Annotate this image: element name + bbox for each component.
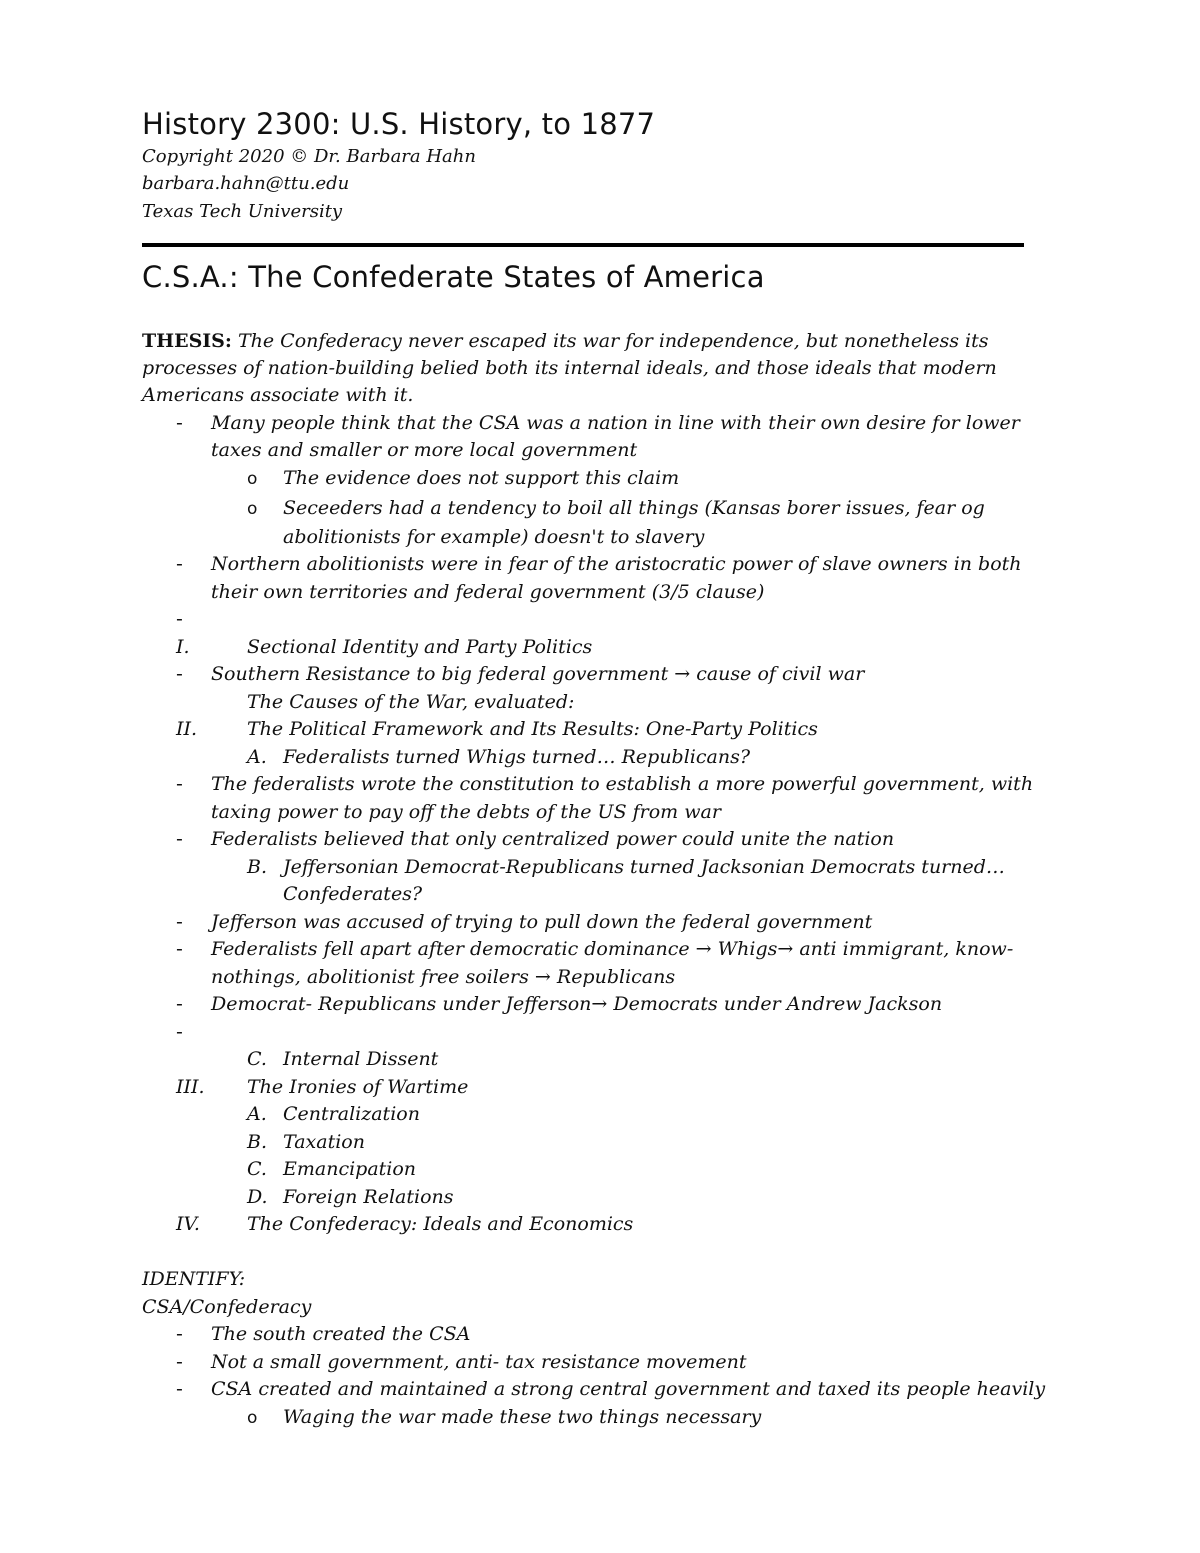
email-line: barbara.hahn@ttu.edu [142,173,350,194]
bullet-dash: - [176,663,183,685]
section-heading: The Ironies of Wartime [247,1076,469,1098]
letter-marker: C. [247,1158,267,1180]
note-line: Seceeders had a tendency to boil all things (Kansas borer issues, fear og [283,497,985,519]
bullet-dash: - [176,828,183,850]
identify-term: CSA/Confederacy [142,1296,312,1318]
bullet-dash: - [176,412,183,434]
bullet-dash: - [176,608,183,630]
note-line: Many people think that the CSA was a nation in line with their own desire for lower [211,412,1020,434]
note-line: abolitionists for example) doesn't to slavery [283,526,705,548]
copyright-line: Copyright 2020 © Dr. Barbara Hahn [142,146,476,167]
thesis-label: THESIS: [142,330,232,352]
letter-marker: B. [247,1131,268,1153]
roman-numeral-marker: IV. [176,1213,200,1235]
letter-marker: A. [247,1103,267,1125]
identify-label: IDENTIFY: [142,1268,246,1290]
note-line: Southern Resistance to big federal government → cause of civil war [211,663,865,685]
thesis-line-2: processes of nation-building belied both its internal ideals, and those ideals that modern [142,357,997,379]
letter-marker: C. [247,1048,267,1070]
note-line: taxing power to pay off the debts of the US from war [211,801,721,823]
bullet-dash: - [176,1021,183,1043]
subsection-heading: Internal Dissent [283,1048,439,1070]
note-line: The evidence does not support this claim [283,467,680,489]
subsection-heading: Confederates? [283,883,423,905]
note-line: Democrat- Republicans under Jefferson→ Democrats under Andrew Jackson [211,993,943,1015]
horizontal-rule [142,243,1024,247]
note-line: The federalists wrote the constitution to establish a more powerful government, with [211,773,1034,795]
note-line: Federalists believed that only centralized power could unite the nation [211,828,895,850]
section-heading: The Confederacy: Ideals and Economics [247,1213,634,1235]
note-line: nothings, abolitionist free soilers → Republicans [211,966,676,988]
bullet-dash: - [176,1378,183,1400]
course-title: History 2300: U.S. History, to 1877 [142,107,656,141]
bullet-circle: o [247,499,258,519]
subsection-heading: Taxation [283,1131,365,1153]
note-line: Waging the war made these two things necessary [283,1406,762,1428]
bullet-dash: - [176,1323,183,1345]
note-line: Northern abolitionists were in fear of the aristocratic power of slave owners in both [211,553,1022,575]
note-line: Federalists fell apart after democratic dominance → Whigs→ anti immigrant, know- [211,938,1014,960]
letter-marker: B. [247,856,268,878]
section-subheading: The Causes of the War, evaluated: [247,691,575,713]
thesis-line-1: THESIS: The Confederacy never escaped its war for independence, but nonetheless its [142,330,989,352]
note-line: Jefferson was accused of trying to pull down the federal government [211,911,873,933]
roman-numeral-marker: II. [176,718,198,740]
bullet-dash: - [176,911,183,933]
subsection-heading: Foreign Relations [283,1186,454,1208]
subsection-heading: Federalists turned Whigs turned… Republicans? [283,746,751,768]
bullet-dash: - [176,993,183,1015]
bullet-circle: o [247,469,258,489]
document-title: C.S.A.: The Confederate States of America [142,260,765,294]
bullet-dash: - [176,938,183,960]
subsection-heading: Emancipation [283,1158,417,1180]
bullet-dash: - [176,773,183,795]
subsection-heading: Centralization [283,1103,420,1125]
university-line: Texas Tech University [142,201,343,222]
bullet-circle: o [247,1408,258,1428]
note-line: CSA created and maintained a strong central government and taxed its people heavily [211,1378,1046,1400]
note-line: their own territories and federal government (3/5 clause) [211,581,765,603]
note-line: The south created the CSA [211,1323,471,1345]
letter-marker: A. [247,746,267,768]
bullet-dash: - [176,553,183,575]
subsection-heading: Jeffersonian Democrat-Republicans turned Jacksonian Democrats turned… [283,856,1005,878]
bullet-dash: - [176,1351,183,1373]
section-heading: The Political Framework and Its Results: One-Party Politics [247,718,818,740]
letter-marker: D. [247,1186,268,1208]
roman-numeral-marker: I. [176,636,190,658]
section-heading: Sectional Identity and Party Politics [247,636,593,658]
note-line: Not a small government, anti- tax resistance movement [211,1351,747,1373]
thesis-line-3: Americans associate with it. [142,384,414,406]
note-line: taxes and smaller or more local government [211,439,638,461]
roman-numeral-marker: III. [176,1076,205,1098]
